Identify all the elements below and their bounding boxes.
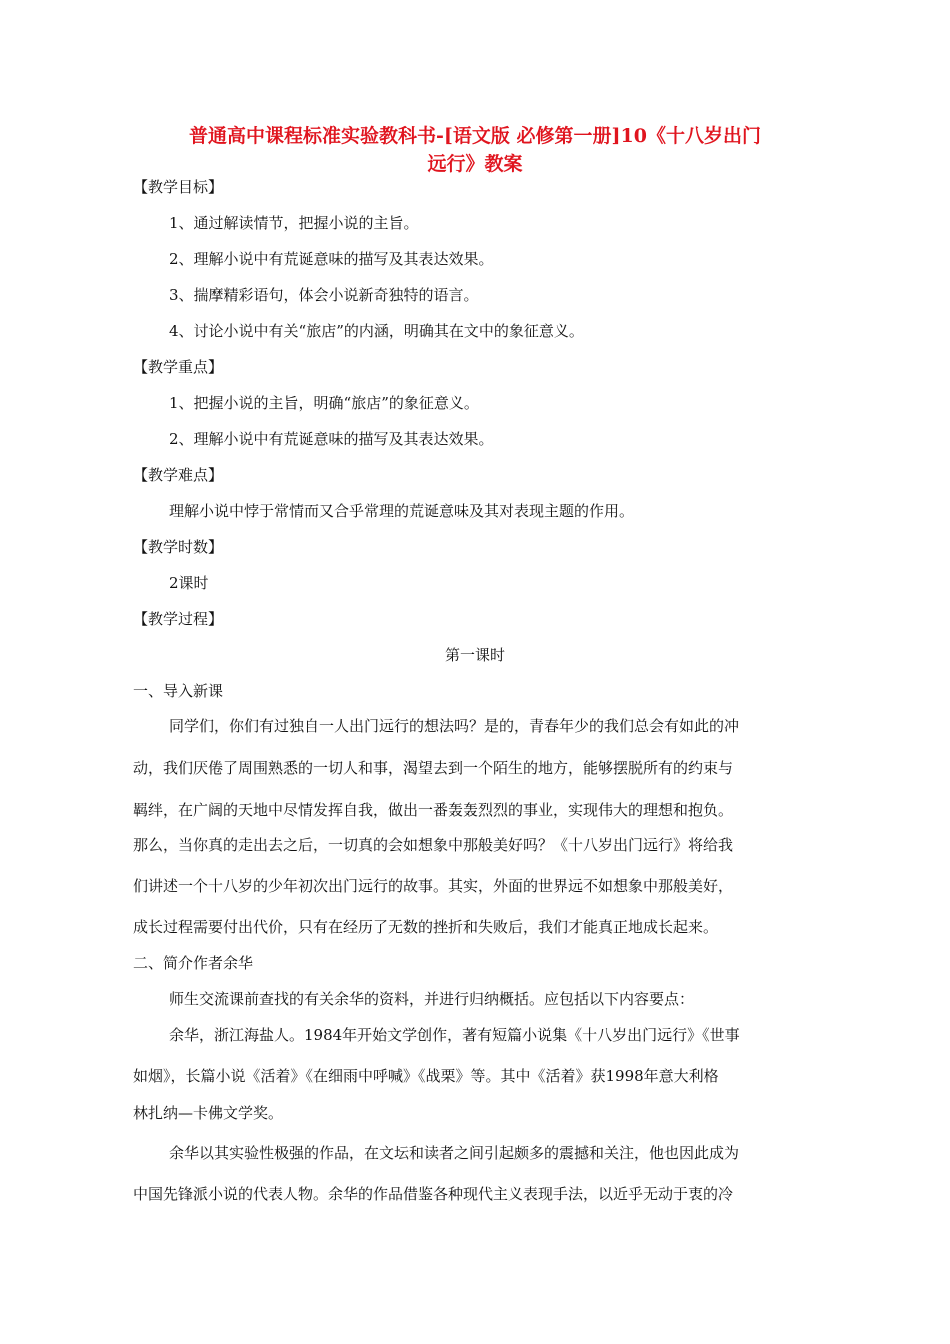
difficulty-text: 理解小说中悖于常情而又合乎常理的荒诞意味及其对表现主题的作用。 xyxy=(169,502,635,520)
hours-text: 2课时 xyxy=(169,574,209,592)
paragraph-line: 动，我们厌倦了周围熟悉的一切人和事，渴望去到一个陌生的地方，能够摆脱所有的约束与 xyxy=(133,759,734,777)
section-1-heading: 一、导入新课 xyxy=(133,682,224,700)
paragraph-line: 那么，当你真的走出去之后，一切真的会如想象中那般美好吗？《十八岁出门远行》将给我 xyxy=(133,836,734,854)
paragraph-line: 如烟》，长篇小说《活着》《在细雨中呼喊》《战栗》等。其中《活着》获1998年意大利格 xyxy=(133,1067,719,1085)
paragraph-line: 们讲述一个十八岁的少年初次出门远行的故事。其实，外面的世界远不如想象中那般美好， xyxy=(133,877,734,895)
focus-item: 1、把握小说的主旨，明确“旅店”的象征意义。 xyxy=(169,394,479,412)
goal-item: 4、讨论小说中有关“旅店”的内涵，明确其在文中的象征意义。 xyxy=(169,322,584,340)
difficulty-heading: 【教学难点】 xyxy=(133,466,224,484)
paragraph-line: 余华，浙江海盐人。1984年开始文学创作，著有短篇小说集《十八岁出门远行》《世事 xyxy=(169,1026,740,1044)
title-line-2: 远行》教案 xyxy=(427,153,523,175)
process-heading: 【教学过程】 xyxy=(133,610,224,628)
goals-heading: 【教学目标】 xyxy=(133,178,224,196)
paragraph-line: 中国先锋派小说的代表人物。余华的作品借鉴各种现代主义表现手法，以近乎无动于衷的冷 xyxy=(133,1185,734,1203)
paragraph-line: 同学们，你们有过独自一人出门远行的想法吗？是的，青春年少的我们总会有如此的冲 xyxy=(169,717,740,735)
title-line-1: 普通高中课程标准实验教科书-[语文版 必修第一册]10《十八岁出门 xyxy=(189,125,761,147)
paragraph-line: 师生交流课前查找的有关余华的资料，并进行归纳概括。应包括以下内容要点： xyxy=(169,990,695,1008)
paragraph-line: 成长过程需要付出代价，只有在经历了无数的挫折和失败后，我们才能真正地成长起来。 xyxy=(133,918,719,936)
lesson-title: 第一课时 xyxy=(444,646,505,664)
paragraph-line: 余华以其实验性极强的作品，在文坛和读者之间引起颇多的震撼和关注，他也因此成为 xyxy=(169,1144,740,1162)
goal-item: 1、通过解读情节，把握小说的主旨。 xyxy=(169,214,419,232)
focus-heading: 【教学重点】 xyxy=(133,358,224,376)
section-2-heading: 二、简介作者余华 xyxy=(133,954,254,972)
goal-item: 2、理解小说中有荒诞意味的描写及其表达效果。 xyxy=(169,250,494,268)
goal-item: 3、揣摩精彩语句，体会小说新奇独特的语言。 xyxy=(169,286,479,304)
paragraph-line: 林扎纳—卡佛文学奖。 xyxy=(133,1104,284,1122)
paragraph-line: 羁绊，在广阔的天地中尽情发挥自我，做出一番轰轰烈烈的事业，实现伟大的理想和抱负。 xyxy=(133,801,734,819)
document-title xyxy=(130,122,820,178)
focus-item: 2、理解小说中有荒诞意味的描写及其表达效果。 xyxy=(169,430,494,448)
hours-heading: 【教学时数】 xyxy=(133,538,224,556)
